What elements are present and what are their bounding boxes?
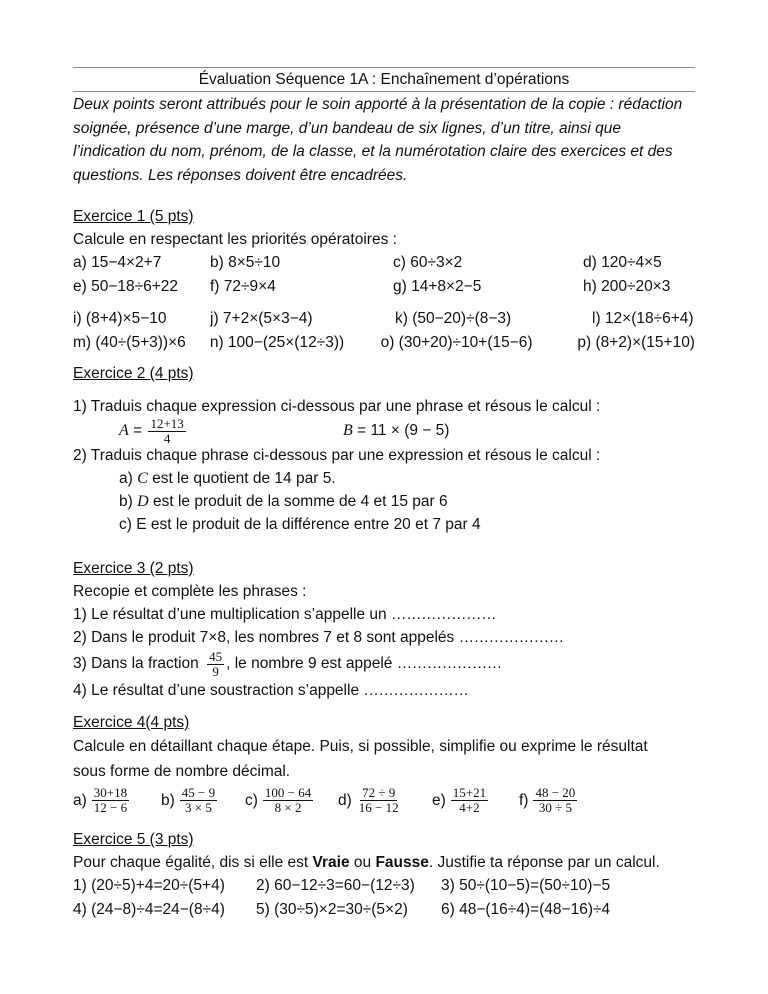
exercise-5-heading: Exercice 5 (3 pts) — [73, 831, 194, 848]
fraction-numerator: 12+13 — [150, 415, 184, 431]
exercise-2-heading: Exercice 2 (4 pts) — [73, 365, 194, 382]
variable-b: B — [343, 422, 353, 439]
fraction-item-c — [245, 786, 338, 815]
fraction-denominator: 12 − 6 — [93, 800, 128, 815]
variable-a: A — [119, 422, 129, 439]
exercise-1 — [73, 206, 695, 355]
calc-item: o) (30+20)÷10+(15−6) — [380, 334, 533, 351]
calc-item: n) 100−(25×(12÷3)) — [209, 334, 345, 351]
calc-item: d) 120÷4×5 — [583, 254, 662, 271]
calc-item: f) 72÷9×4 — [210, 278, 276, 295]
fraction-denominator: 16 − 12 — [358, 800, 399, 815]
equals-sign: = — [128, 422, 147, 439]
exercise-3-instruction: Recopie et complète les phrases : — [73, 583, 307, 600]
fraction-numerator: 45 — [209, 648, 223, 664]
exercise-4 — [73, 712, 695, 815]
item-label: c) — [245, 791, 258, 809]
document-title: Évaluation Séquence 1A : Enchaînement d’opérations — [198, 71, 570, 88]
item-text: E est le produit de la différence entre 20 et 7 par 4 — [136, 516, 481, 533]
fraction — [357, 786, 401, 815]
fraction-numerator: 48 − 20 — [535, 785, 576, 800]
item-label: b) — [161, 791, 175, 809]
exercise-5-instruction — [73, 851, 695, 874]
answer-blank: ………………… — [396, 655, 502, 672]
instruction-text: . Justifie ta réponse par un calcul. — [428, 854, 660, 871]
fraction-numerator: 45 − 9 — [181, 785, 216, 800]
calc-item: a) 15−4×2+7 — [73, 254, 162, 271]
calc-item: b) 8×5÷10 — [210, 254, 281, 271]
exercise-2-item-b — [73, 490, 695, 513]
calc-item: m) (40÷(5+3))×6 — [73, 334, 186, 351]
exercise-2-item-a — [73, 467, 695, 490]
calc-item: j) 7+2×(5×3−4) — [210, 310, 313, 327]
expression-b — [343, 418, 449, 444]
fraction-numerator: 100 − 64 — [264, 785, 312, 800]
item-label: f) — [519, 791, 529, 809]
fraction — [451, 786, 488, 815]
instruction-text: ou — [349, 854, 376, 871]
exercise-5-row — [73, 898, 695, 922]
fraction-45-9 — [207, 650, 224, 679]
fraction-item-f — [519, 786, 579, 815]
variable-c: C — [137, 470, 148, 487]
equality-item: 6) 48−(16÷4)=(48−16)÷4 — [441, 901, 611, 918]
fraction — [533, 786, 577, 815]
fraction-denominator: 3 × 5 — [185, 800, 212, 815]
fraction-denominator: 4+2 — [459, 800, 480, 815]
expression-b-body: = 11 × (9 − 5) — [352, 422, 450, 439]
exercise-2-question-2: 2) Traduis chaque phrase ci-dessous par une expression et résous le calcul : — [73, 447, 601, 464]
item-label: d) — [338, 791, 352, 809]
item-label: a) — [73, 791, 87, 809]
fraction-denominator: 8 × 2 — [274, 800, 302, 815]
word-vraie: Vraie — [312, 854, 350, 871]
exercise-3-item-2 — [73, 626, 695, 649]
item-prefix: b) — [119, 493, 138, 510]
item-text: 2) Dans le produit 7×8, les nombres 7 et 8 sont appelés — [73, 629, 459, 646]
exercise-4-fractions — [73, 786, 695, 815]
fraction — [92, 786, 129, 815]
exercise-5-row — [73, 874, 695, 898]
title-bottom-rule — [73, 91, 695, 92]
exercise-4-instruction: Calcule en détaillant chaque étape. Puis, si possible, simplifie ou exprime le résultat — [73, 738, 648, 755]
answer-blank: ………………… — [363, 682, 469, 699]
calc-item: g) 14+8×2−5 — [393, 278, 482, 295]
calc-item: i) (8+4)×5−10 — [73, 310, 167, 327]
exercise-3-item-4 — [73, 679, 695, 702]
exercise-4-instruction-2: sous forme de nombre décimal. — [73, 763, 291, 780]
fraction-item-a — [73, 786, 161, 815]
exercise-3-item-1 — [73, 603, 695, 626]
exercise-1-heading: Exercice 1 (5 pts) — [73, 208, 194, 225]
exercise-2 — [73, 363, 695, 536]
equality-item: 3) 50÷(10−5)=(50÷10)−5 — [441, 877, 611, 894]
fraction-numerator: 15+21 — [452, 785, 487, 800]
exercise-3-item-3 — [73, 649, 695, 679]
item-prefix: a) — [119, 470, 138, 487]
exercise-4-heading: Exercice 4(4 pts) — [73, 714, 190, 731]
calc-item: k) (50−20)÷(8−3) — [395, 310, 512, 327]
exercise-3 — [73, 558, 695, 702]
exercise-1-row — [73, 275, 695, 299]
worksheet-page — [73, 67, 695, 922]
equality-item: 5) (30÷5)×2=30÷(5×2) — [256, 901, 408, 918]
fraction-denominator: 4 — [163, 430, 171, 446]
calc-item: h) 200÷20×3 — [583, 278, 671, 295]
item-text: est le quotient de 14 par 5. — [147, 470, 336, 487]
fraction — [263, 786, 313, 815]
equality-item: 2) 60−12÷3=60−(12÷3) — [256, 877, 415, 894]
item-text: est le produit de la somme de 4 et 15 par 6 — [148, 493, 448, 510]
fraction-denominator: 9 — [212, 663, 219, 679]
equality-item: 1) (20÷5)+4=20÷(5+4) — [73, 877, 225, 894]
fraction-numerator: 30+18 — [93, 785, 128, 800]
item-label: e) — [432, 791, 446, 809]
fraction — [180, 786, 217, 815]
exercise-2-expressions — [73, 415, 695, 446]
exercise-2-question-1: 1) Traduis chaque expression ci-dessous par une phrase et résous le calcul : — [73, 398, 601, 415]
answer-blank: ………………… — [390, 606, 496, 623]
item-text: 1) Le résultat d’une multiplication s’appelle un — [73, 606, 391, 623]
exercise-3-heading: Exercice 3 (2 pts) — [73, 560, 194, 577]
exercise-2-item-c — [73, 513, 695, 536]
item-text: , le nombre 9 est appelé — [226, 655, 397, 672]
exercise-5 — [73, 829, 695, 922]
word-fausse: Fausse — [375, 854, 429, 871]
fraction-a — [148, 417, 185, 446]
calc-item: p) (8+2)×(15+10) — [577, 334, 695, 351]
exercise-1-row — [73, 307, 695, 331]
item-text: 4) Le résultat d’une soustraction s’appelle — [73, 682, 364, 699]
equality-item: 4) (24−8)÷4=24−(8÷4) — [73, 901, 225, 918]
fraction-item-e — [432, 786, 519, 815]
exercise-1-row — [73, 331, 695, 355]
instruction-text: Pour chaque égalité, dis si elle est — [73, 854, 313, 871]
variable-d: D — [137, 493, 149, 510]
calc-item: e) 50−18÷6+22 — [73, 278, 179, 295]
item-prefix: c) — [119, 516, 137, 533]
fraction-item-b — [161, 786, 245, 815]
fraction-item-d — [338, 786, 432, 815]
exercise-1-instruction: Calcule en respectant les priorités opératoires : — [73, 231, 397, 248]
calc-item: l) 12×(18÷6+4) — [592, 310, 694, 327]
exercise-1-row — [73, 251, 695, 275]
item-text: 3) Dans la fraction — [73, 655, 204, 672]
fraction-denominator: 30 ÷ 5 — [538, 800, 572, 815]
expression-a — [73, 417, 343, 446]
intro-paragraph: Deux points seront attribués pour le soin apporté à la présentation de la copie : rédaction soignée, présence d’une marge, d’un bandeau de six lignes, d’un titre, ainsi que l’indication du nom, prénom, de la classe, et la numérotation claire des exercices et des questions. Les réponses doivent être encadrées. — [73, 96, 683, 184]
answer-blank: ………………… — [458, 629, 564, 646]
fraction-numerator: 72 ÷ 9 — [362, 785, 396, 800]
calc-item: c) 60÷3×2 — [393, 254, 463, 271]
